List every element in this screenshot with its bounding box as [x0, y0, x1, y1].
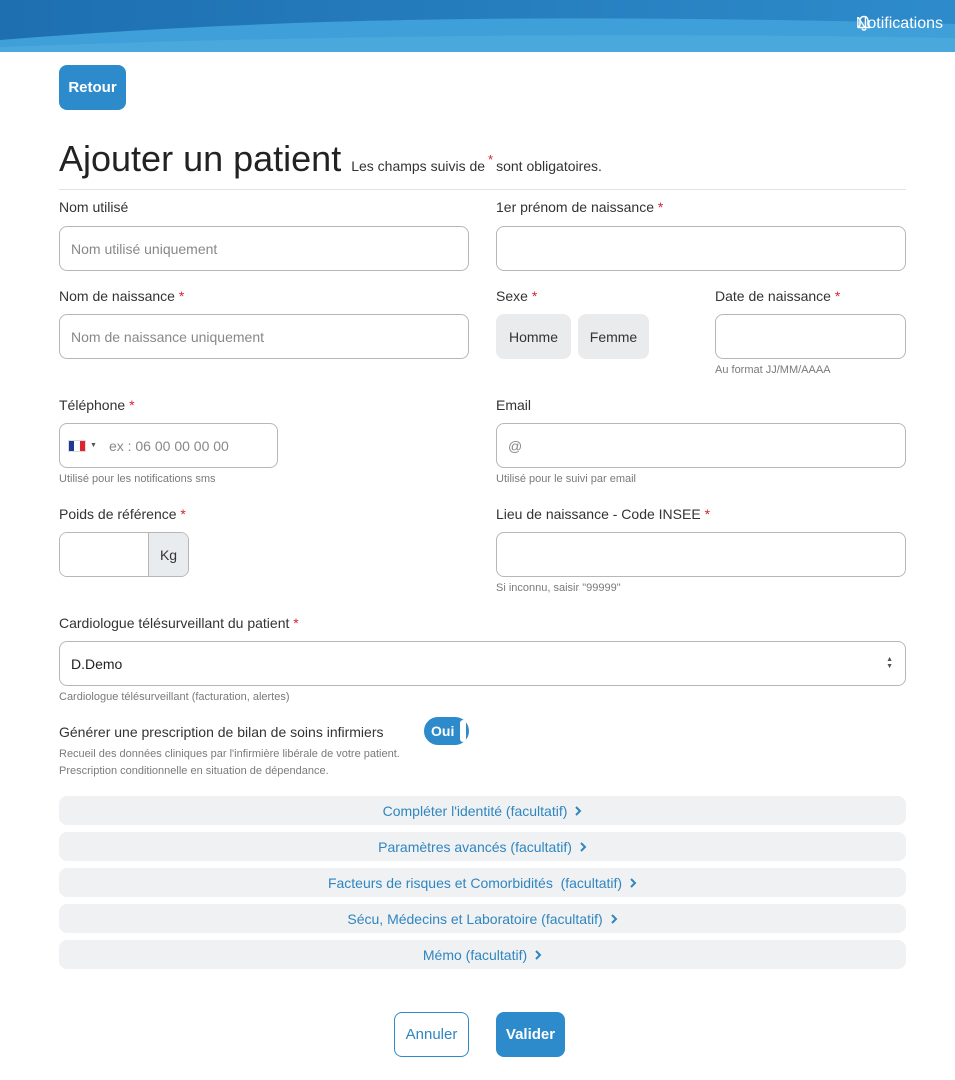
poids-unit: Kg [148, 533, 188, 576]
lieu-naissance-help: Si inconnu, saisir "99999" [496, 582, 621, 594]
header-wave-background [0, 0, 955, 52]
prescription-help-1: Recueil des données cliniques par l'infirmière libérale de votre patient. [59, 748, 400, 760]
subtitle-after: sont obligatoires. [496, 158, 602, 174]
select-arrows-icon: ▲ ▼ [886, 656, 893, 670]
nom-naissance-label: Nom de naissance * [59, 288, 185, 304]
chevron-right-icon [579, 842, 587, 852]
prescription-toggle[interactable] [424, 717, 469, 745]
prescription-help-2: Prescription conditionnelle en situation de dépendance. [59, 765, 329, 777]
chevron-right-icon [629, 878, 637, 888]
prenom-label: 1er prénom de naissance * [496, 199, 664, 215]
date-naissance-input[interactable] [715, 314, 906, 359]
submit-button[interactable]: Valider [496, 1012, 565, 1057]
telephone-input[interactable]: ▼ ex : 06 00 00 00 00 [59, 423, 278, 468]
title-divider [59, 189, 906, 190]
cardiologue-help: Cardiologue télésurveillant (facturation, alertes) [59, 691, 290, 703]
country-selector[interactable] [68, 440, 97, 452]
accordion-memo[interactable]: Mémo (facultatif) [59, 940, 906, 969]
accordion-identite[interactable]: Compléter l'identité (facultatif) [59, 796, 906, 825]
accordion-parametres[interactable]: Paramètres avancés (facultatif) [59, 832, 906, 861]
bell-icon [856, 15, 872, 32]
date-naissance-label: Date de naissance * [715, 288, 841, 304]
prescription-label: Générer une prescription de bilan de soins infirmiers [59, 724, 384, 740]
required-asterisk: * [488, 152, 494, 167]
poids-label: Poids de référence * [59, 506, 186, 522]
poids-input-group [59, 532, 189, 577]
nom-utilise-input[interactable]: Nom utilisé uniquement [59, 226, 469, 271]
chevron-right-icon [534, 950, 542, 960]
notifications-label: Notifications [855, 15, 943, 32]
toggle-knob [460, 720, 466, 742]
cardiologue-selected-value: D.Demo [71, 655, 123, 672]
nom-utilise-label: Nom utilisé [59, 199, 129, 215]
sexe-femme-button[interactable]: Femme [578, 314, 649, 359]
date-naissance-help: Au format JJ/MM/AAAA [715, 364, 831, 376]
accordion-risques[interactable]: Facteurs de risques et Comorbidités (facultatif) [59, 868, 906, 897]
page-title: Ajouter un patient [59, 138, 342, 179]
nom-naissance-input[interactable]: Nom de naissance uniquement [59, 314, 469, 359]
chevron-right-icon [610, 914, 618, 924]
accordion-secu[interactable]: Sécu, Médecins et Laboratoire (facultatif) [59, 904, 906, 933]
lieu-naissance-input[interactable] [496, 532, 906, 577]
subtitle-before: Les champs suivis de [351, 158, 486, 174]
prenom-input[interactable] [496, 226, 906, 271]
top-header [0, 0, 955, 52]
telephone-help: Utilisé pour les notifications sms [59, 473, 216, 485]
cardiologue-select[interactable] [59, 641, 906, 686]
cancel-button[interactable]: Annuler [394, 1012, 469, 1057]
page-subtitle [351, 152, 602, 174]
sexe-label: Sexe * [496, 288, 538, 304]
email-input[interactable]: @ [496, 423, 906, 468]
chevron-right-icon [574, 806, 582, 816]
page-heading [59, 138, 602, 180]
caret-down-icon: ▼ [90, 442, 97, 449]
toggle-label: Oui [431, 723, 455, 739]
poids-input[interactable] [60, 533, 148, 576]
back-button[interactable]: Retour [59, 65, 126, 110]
email-label: Email [496, 397, 532, 413]
notifications-link[interactable] [856, 15, 943, 33]
lieu-naissance-label: Lieu de naissance - Code INSEE * [496, 506, 711, 522]
telephone-label: Téléphone * [59, 397, 135, 413]
france-flag-icon [68, 440, 86, 452]
email-help: Utilisé pour le suivi par email [496, 473, 636, 485]
cardiologue-label: Cardiologue télésurveillant du patient * [59, 615, 299, 631]
sexe-homme-button[interactable]: Homme [496, 314, 571, 359]
